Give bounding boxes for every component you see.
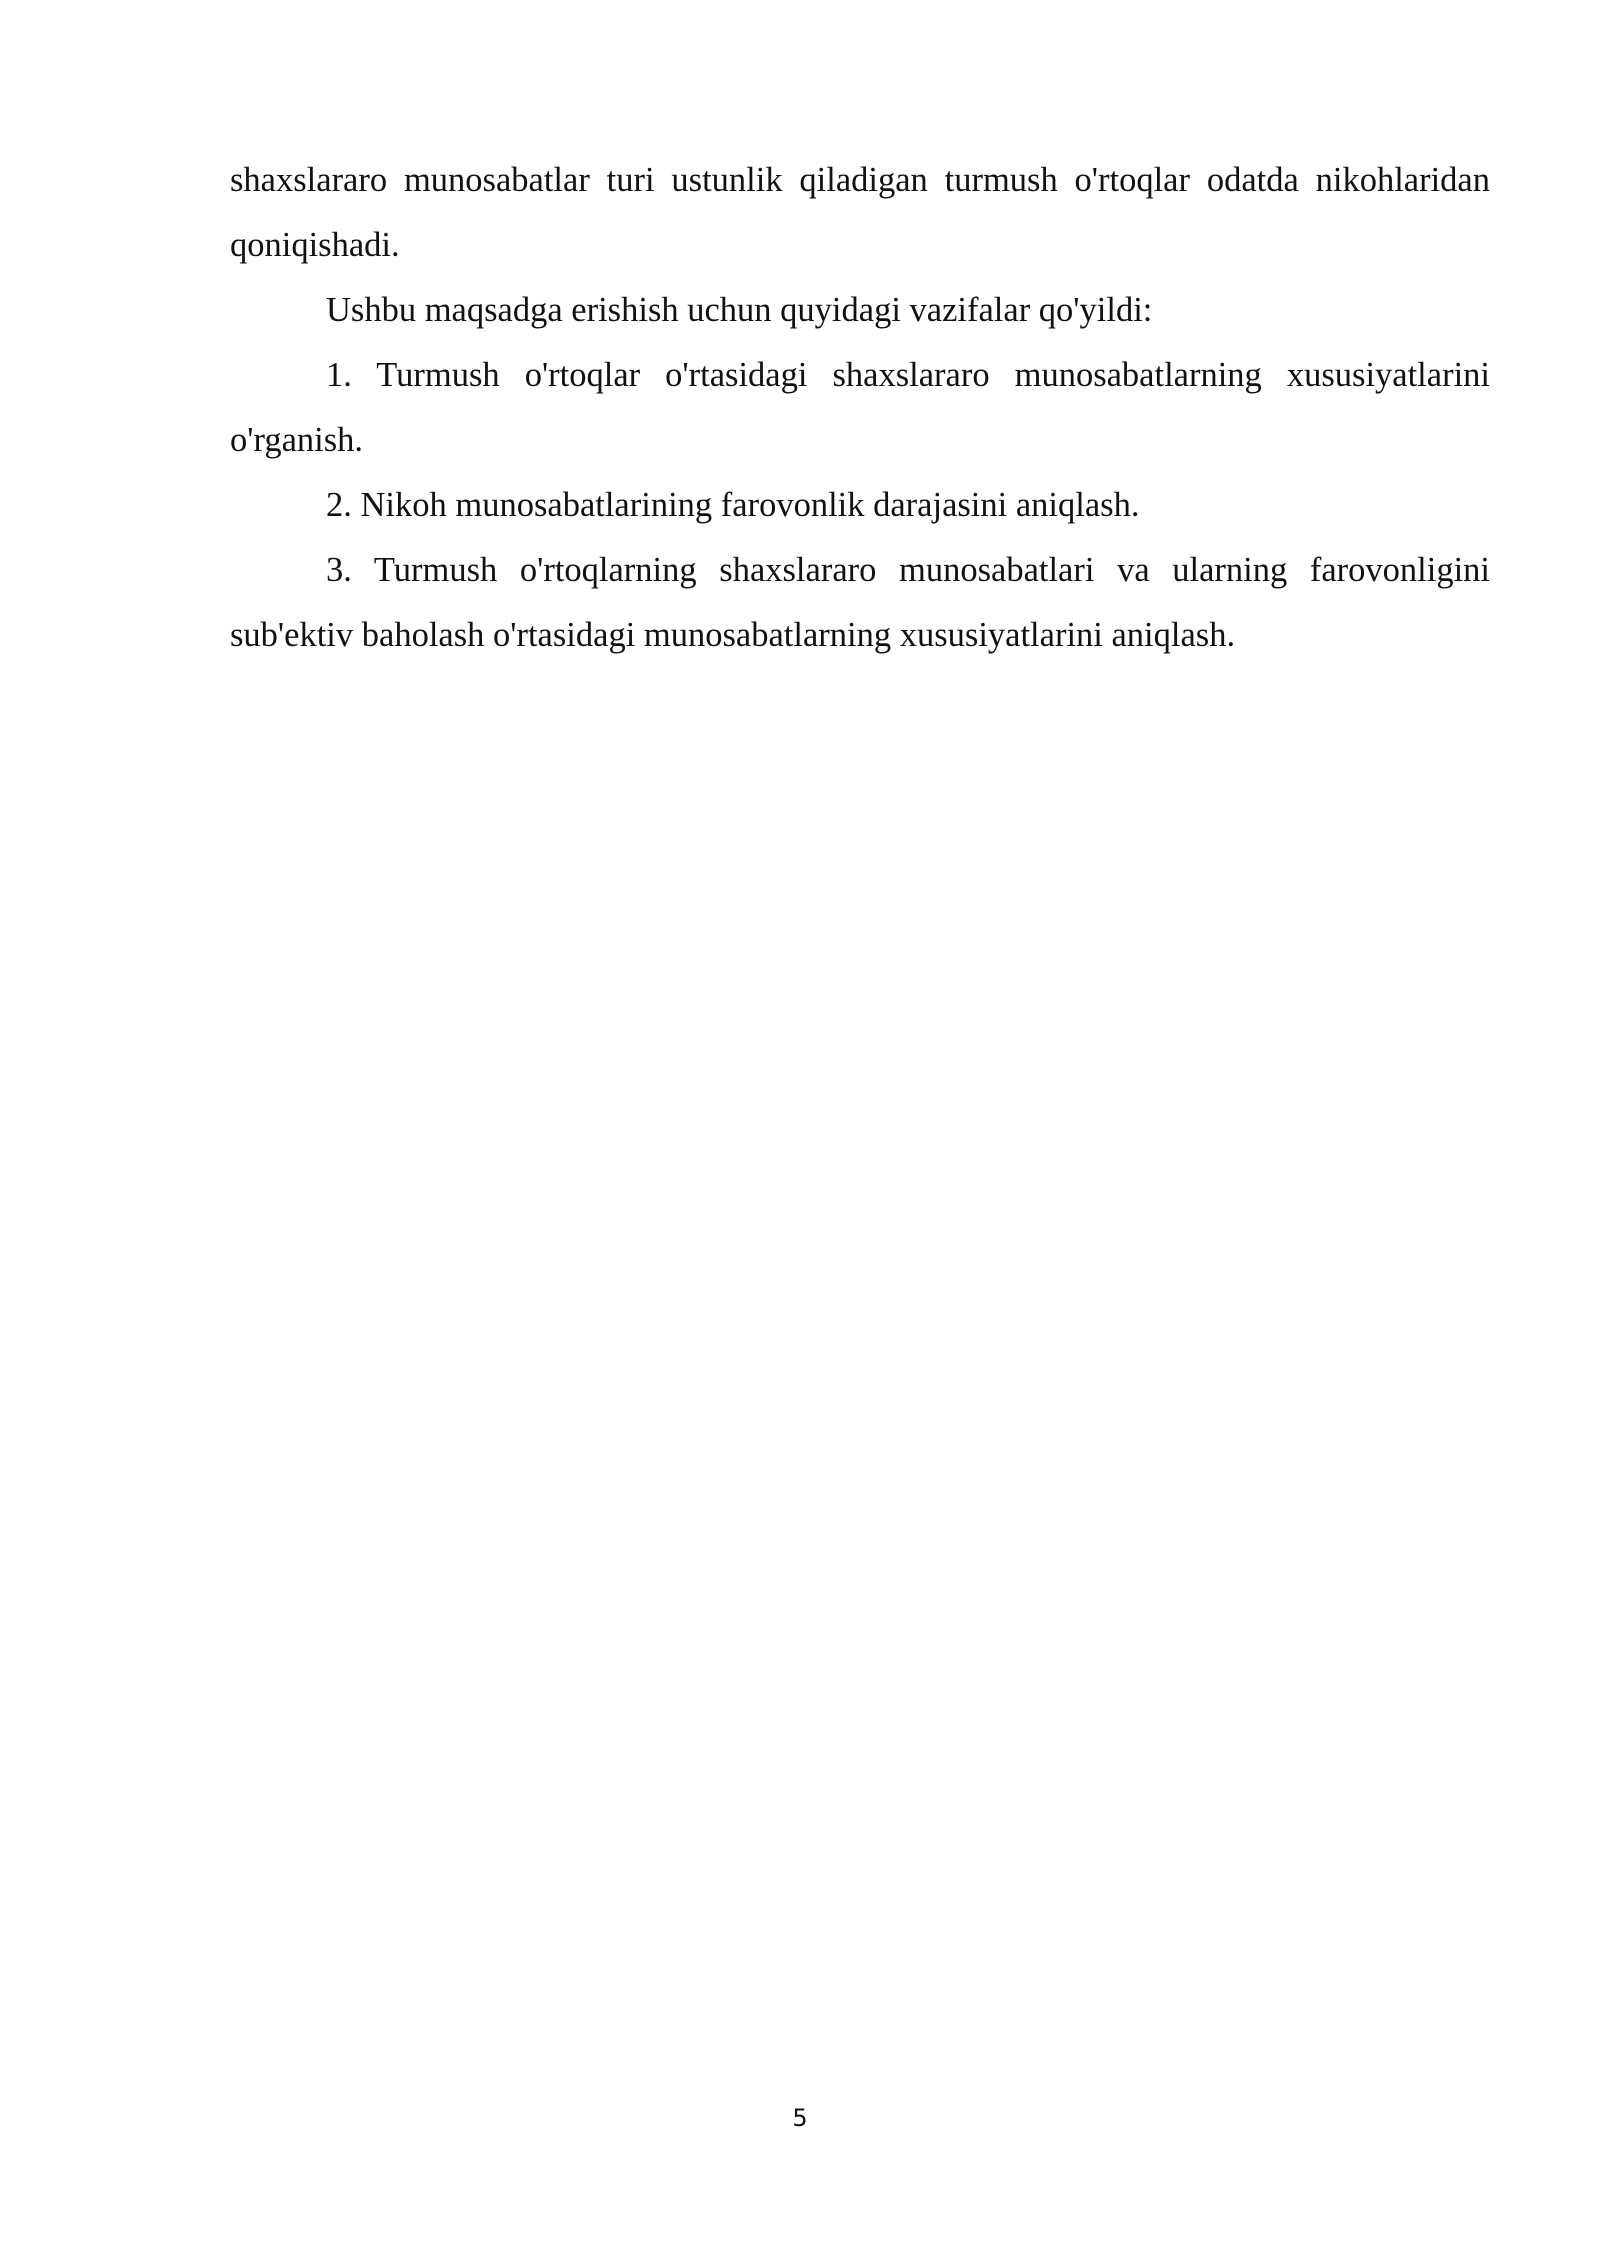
paragraph-continuation: shaxslararo munosabatlar turi ustunlik qiladigan turmush o'rtoqlar odatda nikohlaridan qoniqishadi.: [230, 161, 1490, 264]
task-item-3: 3. Turmush o'rtoqlarning shaxslararo munosabatlari va ularning farovonligini sub'ektiv baholash o'rtasidagi munosabatlarning xususiyatlarini aniqlash.: [230, 551, 1490, 654]
body-text: [230, 148, 1490, 668]
paragraph-tasks-intro: Ushbu maqsadga erishish uchun quyidagi vazifalar qo'yildi:: [326, 291, 1153, 329]
task-item-2: 2. Nikoh munosabatlarining farovonlik darajasini aniqlash.: [326, 486, 1140, 524]
task-item-1: 1. Turmush o'rtoqlar o'rtasidagi shaxslararo munosabatlarning xususiyatlarini o'rganish.: [230, 356, 1490, 459]
page-number: 5: [792, 2104, 808, 2132]
